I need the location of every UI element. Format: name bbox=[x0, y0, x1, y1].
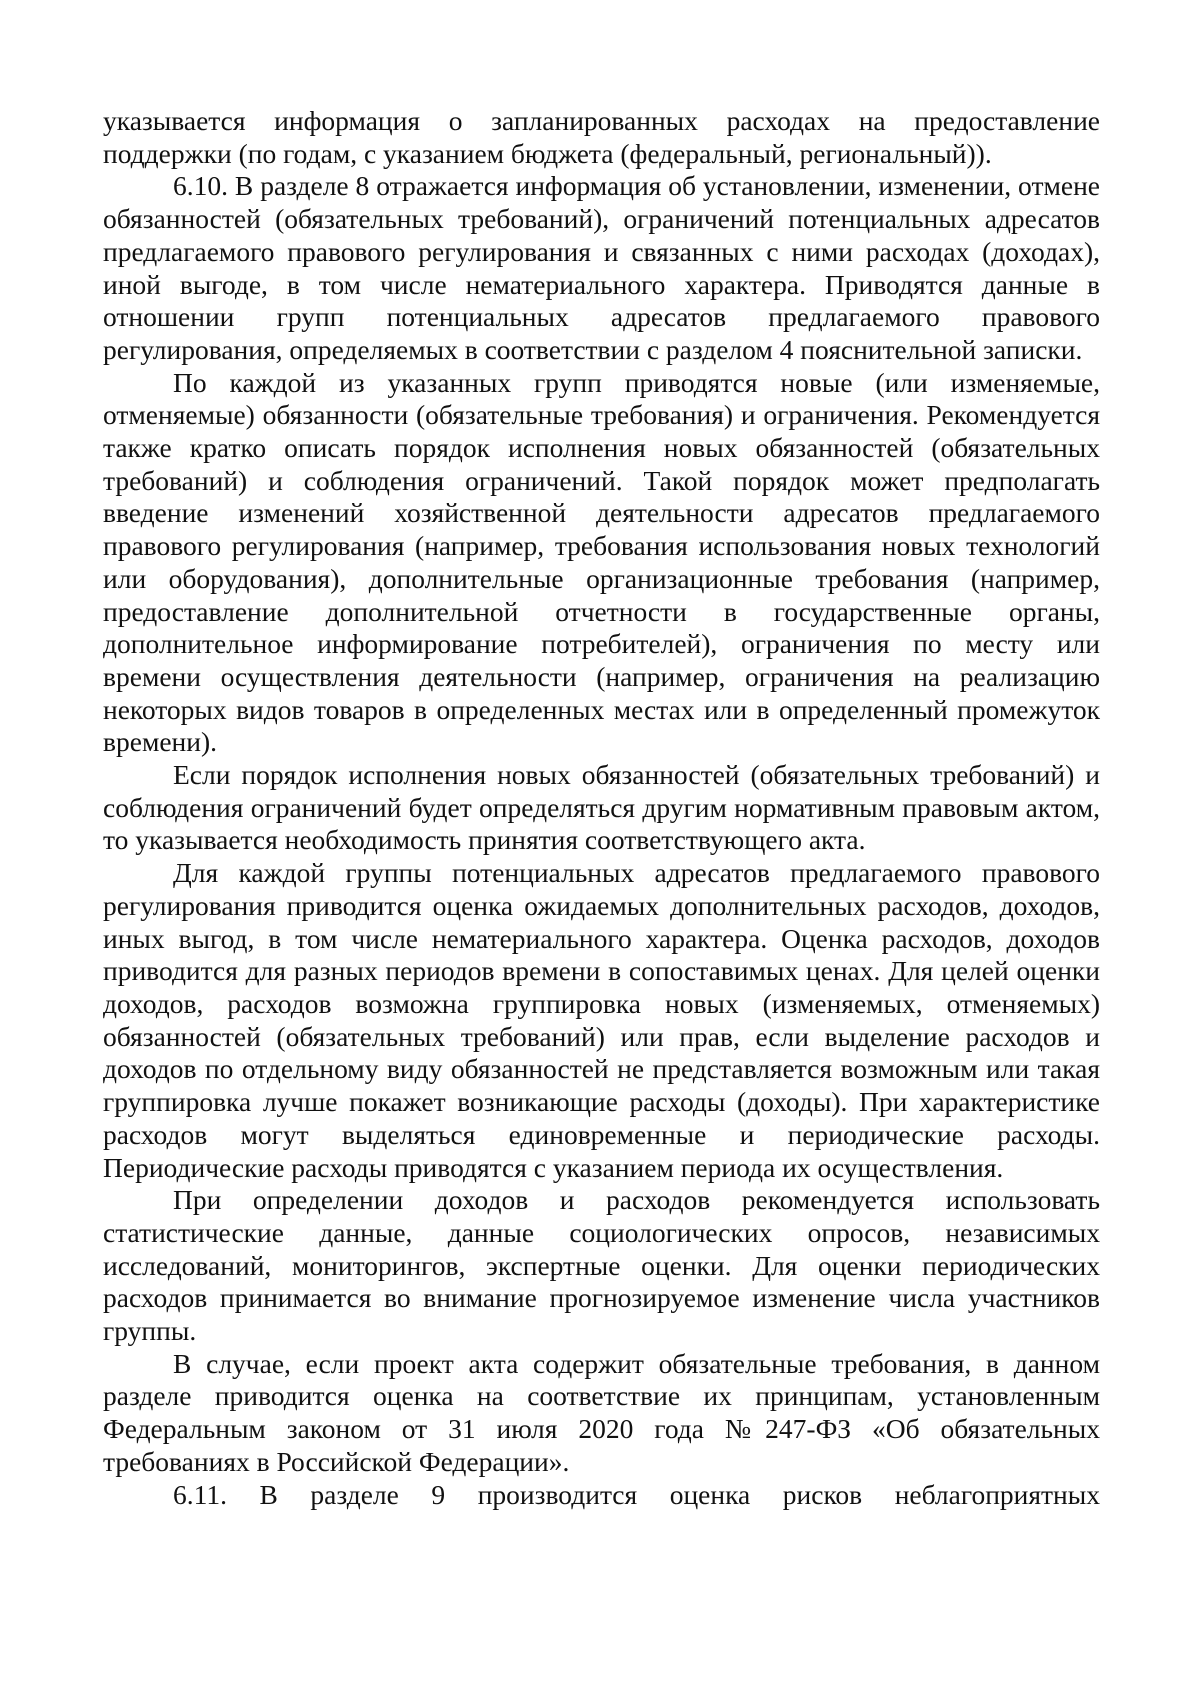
paragraph-continuation: указывается информация о запланированных расходах на предоставление поддержки (по годам, с указанием бюджета (федеральный, региональный)). bbox=[103, 105, 1100, 169]
paragraph-6-11: 6.11. В разделе 9 производится оценка рисков неблагоприятных bbox=[173, 1478, 1100, 1510]
paragraph-6-10: 6.10. В разделе 8 отражается информация об установлении, изменении, отмене обязанностей (обязательных требований), ограничений потенциальных адресатов предлагаемого правового регулирования и связанных с ними расходах (доходах), иной выгоде, в том числе нематериального характера. Приводятся данные в отношении групп потенциальных адресатов предлагаемого правового регулирования, определяемых в соответствии с разделом 4 пояснительной записки. bbox=[103, 170, 1100, 365]
paragraph-cost-estimate: Для каждой группы потенциальных адресатов предлагаемого правового регулирования приводится оценка ожидаемых дополнительных расходов, доходов, иных выгод, в том числе нематериального характера. Оценка расходов, доходов приводится для разных периодов времени в сопоставимых ценах. Для целей оценки доходов, расходов возможна группировка новых (изменяемых, отменяемых) обязанностей (обязательных требований) или прав, если выделение расходов и доходов по отдельному виду обязанностей не представляется возможным или такая группировка лучше покажет возникающие расходы (доходы). При характеристике расходов могут выделяться единовременные и периодические расходы. Периодические расходы приводятся с указанием периода их осуществления. bbox=[103, 857, 1100, 1183]
paragraph-other-act: Если порядок исполнения новых обязанностей (обязательных требований) и соблюдения ограничений будет определяться другим нормативным правовым актом, то указывается необходимость принятия соответствующего акта. bbox=[103, 759, 1100, 856]
document-body bbox=[103, 105, 1100, 1511]
paragraph-mandatory-requirements: В случае, если проект акта содержит обязательные требования, в данном разделе приводится оценка на соответствие их принципам, установленным Федеральным законом от 31 июля 2020 года №247-ФЗ «Об обязательных требованиях в Российской Федерации». bbox=[103, 1347, 1100, 1477]
paragraph-groups-obligations: По каждой из указанных групп приводятся новые (или изменяемые, отменяемые) обязанности (обязательные требования) и ограничения. Рекомендуется также кратко описать порядок исполнения новых обязанностей (обязательных требований) и соблюдения ограничений. Такой порядок может предполагать введение изменений хозяйственной деятельности адресатов предлагаемого правового регулирования (например, требования использования новых технологий или оборудования), дополнительные организационные требования (например, предоставление дополнительной отчетности в государственные органы, дополнительное информирование потребителей), ограничения по месту или времени осуществления деятельности (например, ограничения на реализацию некоторых видов товаров в определенных местах или в определенный промежуток времени). bbox=[103, 366, 1100, 758]
paragraph-data-sources: При определении доходов и расходов рекомендуется использовать статистические данные, данные социологических опросов, независимых исследований, мониторингов, экспертные оценки. Для оценки периодических расходов принимается во внимание прогнозируемое изменение числа участников группы. bbox=[103, 1184, 1100, 1347]
